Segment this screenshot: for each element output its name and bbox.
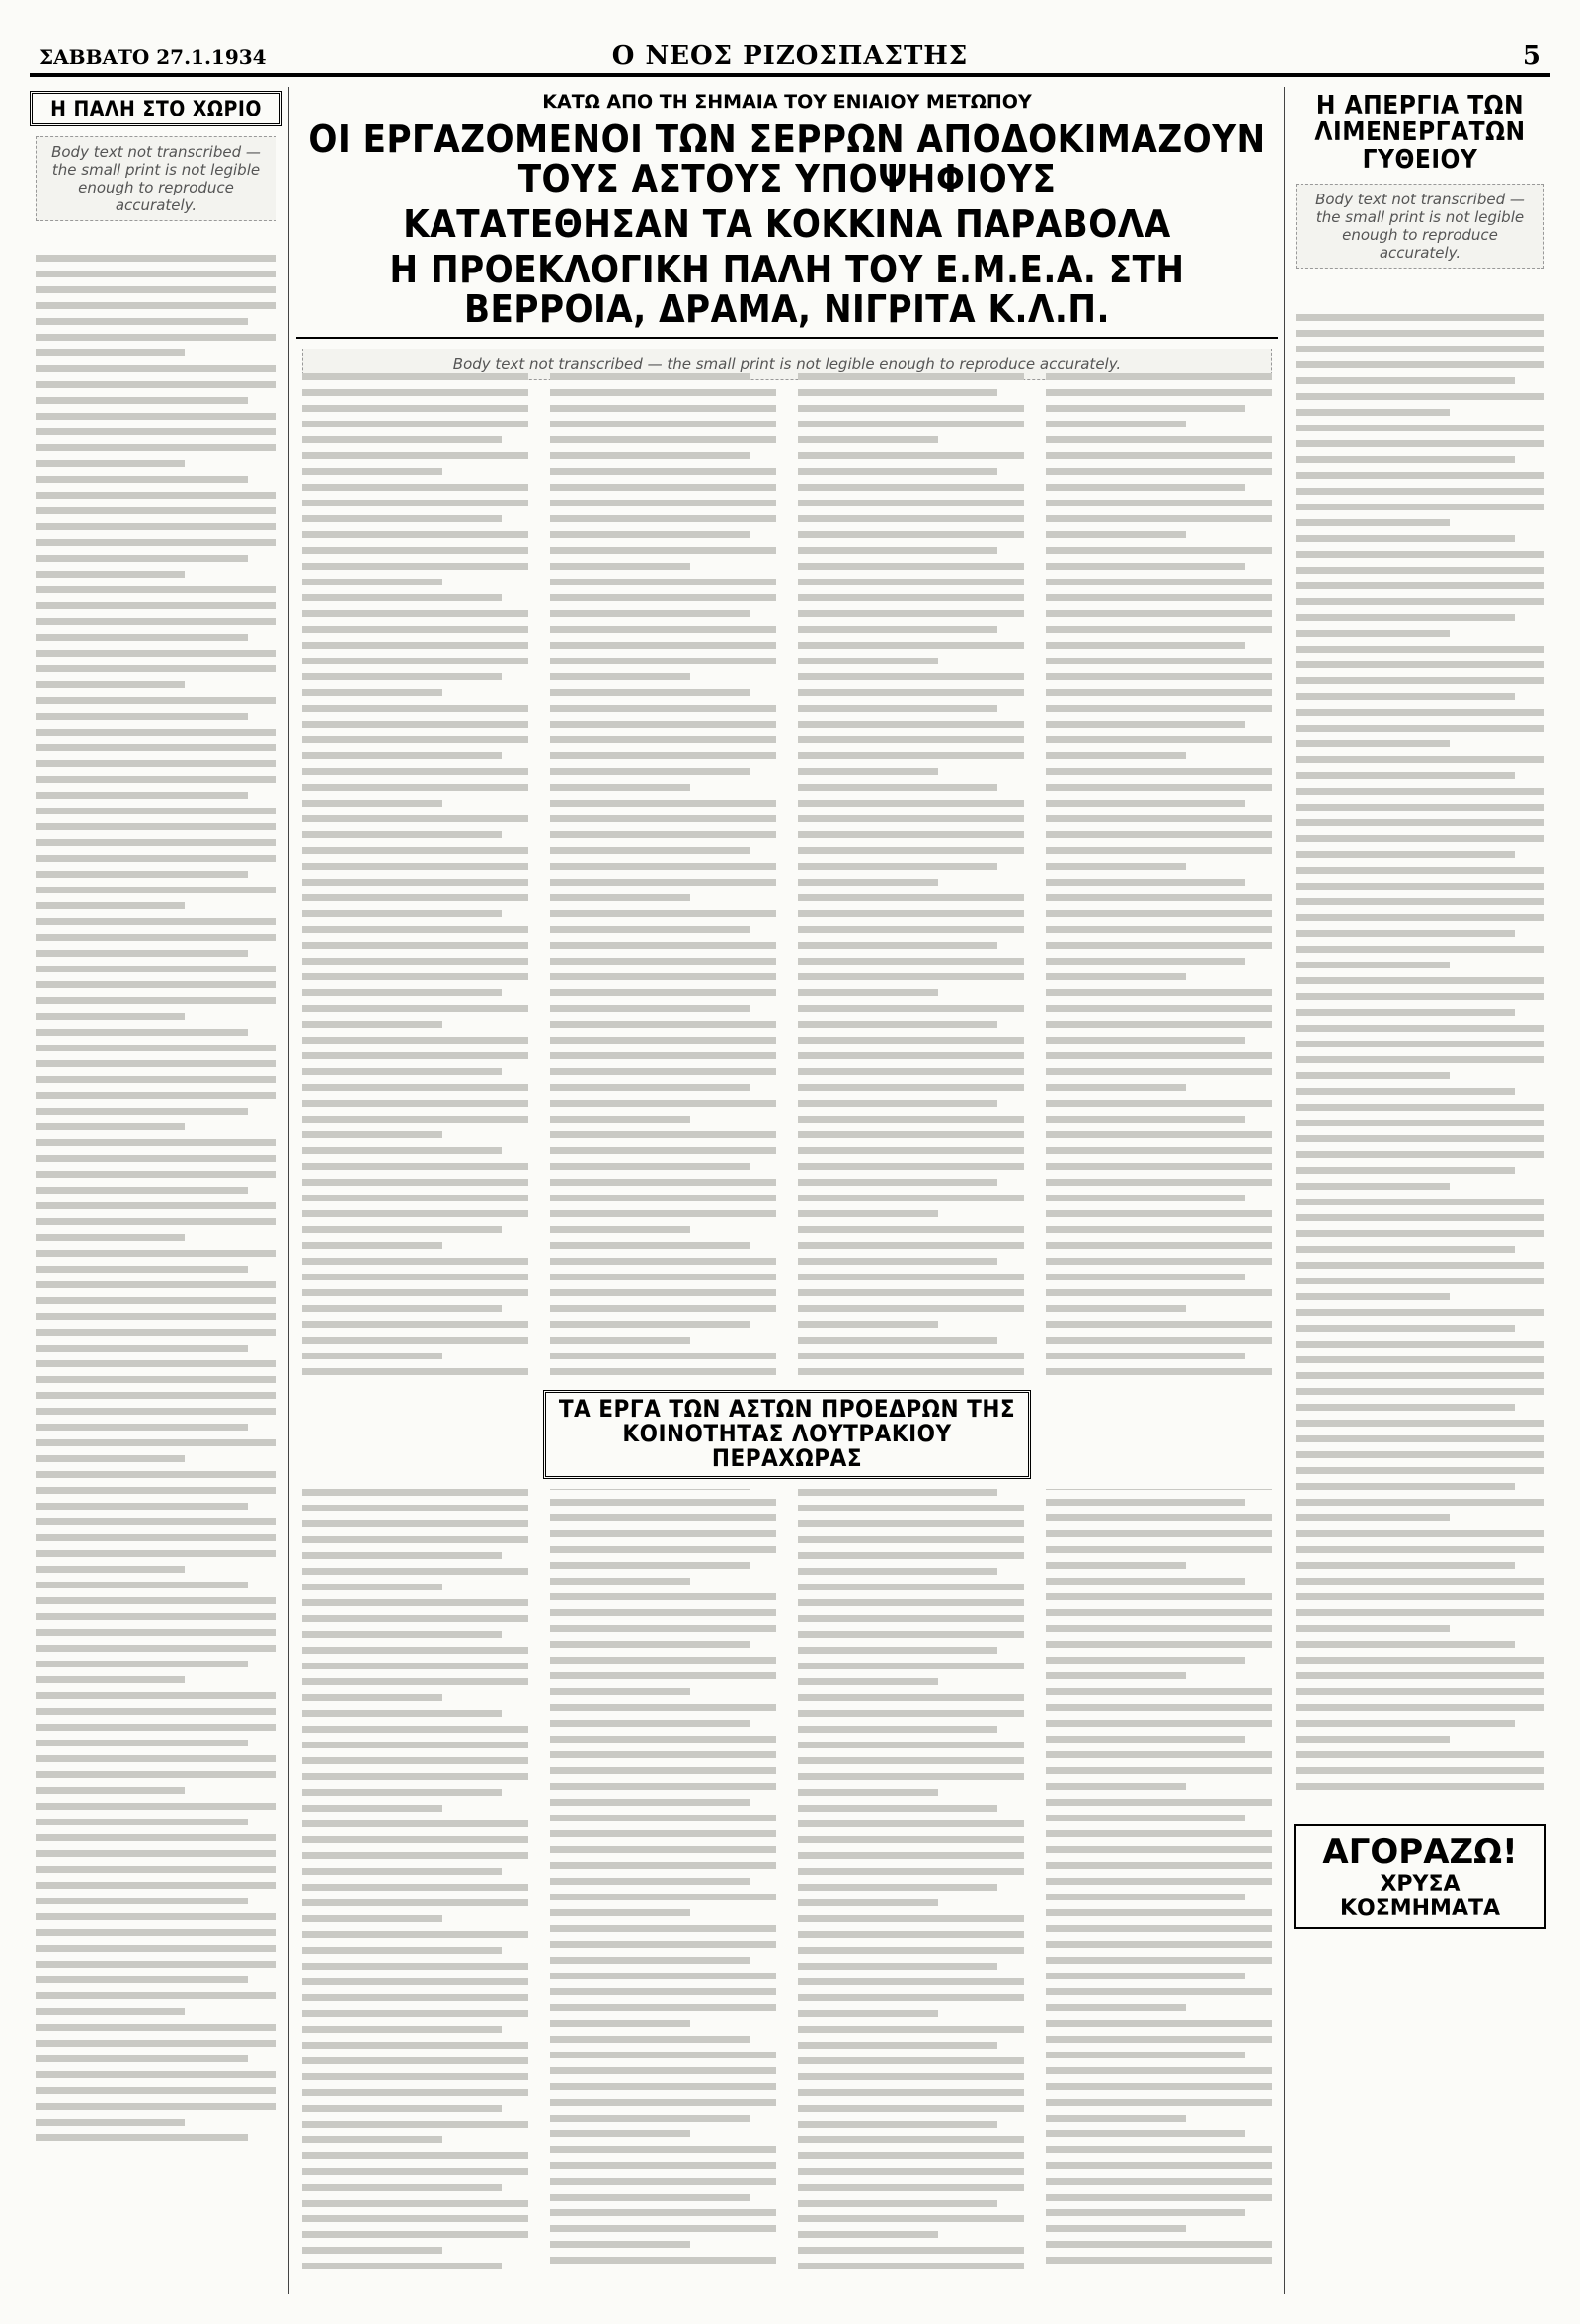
body-text-placeholder: Body text not transcribed — the small print is not legible enough to reproduce accurately. [36,136,276,221]
ad-title: ΑΓΟΡΑΖΩ! [1322,1832,1518,1872]
advertisement [1294,1824,1546,1929]
text-lines [302,373,1272,1380]
body-text-placeholder: Body text not transcribed — the small print is not legible enough to reproduce accurately. [1296,184,1544,269]
left-column [30,87,282,2294]
body-text-placeholder: Body text not transcribed — the small print is not legible enough to reproduce accurately. [302,349,1272,380]
right-headline: Η ΑΠΕΡΓΙΑ ΤΩΝ ΛΙΜΕΝΕΡΓΑΤΩΝ ΓΥΘΕΙΟΥ [1314,91,1526,175]
left-box-title: Η ΠΑΛΗ ΣΤΟ ΧΩΡΙΟ [30,91,282,126]
issue-date: ΣΑΒΒΑΤΟ 27.1.1934 [40,45,267,69]
column-rule [288,87,289,2294]
lead-headline-1: ΟΙ ΕΡΓΑΖΟΜΕΝΟΙ ΤΩΝ ΣΕΡΡΩΝ ΑΠΟΔΟΚΙΜΑΖΟΥΝ ΤΟΥΣ ΑΣΤΟΥΣ ΥΠΟΨΗΦΙΟΥΣ [308,117,1266,200]
lead-kicker: ΚΑΤΩ ΑΠΟ ΤΗ ΣΗΜΑΙΑ ΤΟΥ ΕΝΙΑΙΟΥ ΜΕΤΩΠΟΥ [542,91,1032,113]
center-section [296,87,1278,2294]
lead-headline-3: Η ΠΡΟΕΚΛΟΓΙΚΗ ΠΑΛΗ ΤΟΥ Ε.Μ.Ε.Α. ΣΤΗ ΒΕΡΡΟΙΑ, ΔΡΑΜΑ, ΝΙΓΡΙΤΑ Κ.Λ.Π. [296,251,1278,340]
page-number: 5 [1522,41,1540,71]
lead-headline-2: ΚΑΤΑΤΕΘΗΣΑΝ ΤΑ ΚΟΚΚΙΝΑ ΠΑΡΑΒΟΛΑ [403,201,1171,246]
newspaper-name: Ο ΝΕΟΣ ΡΙΖΟΣΠΑΣΤΗΣ [611,41,969,71]
lower-box-title: ΤΑ ΕΡΓΑ ΤΩΝ ΑΣΤΩΝ ΠΡΟΕΔΡΩΝ ΤΗΣ ΚΟΙΝΟΤΗΤΑΣ ΛΟΥΤΡΑΚΙΟΥ ΠΕΡΑΧΩΡΑΣ [543,1390,1031,1479]
column-rule [1284,87,1285,2294]
ad-subtitle: ΧΡΥΣΑ ΚΟΣΜΗΜΑΤΑ [1339,1872,1501,1921]
page-header [30,39,1550,77]
right-column [1290,87,1550,2294]
text-lines [302,1489,1272,2269]
text-lines [1296,314,1544,1795]
text-lines [36,255,276,2229]
